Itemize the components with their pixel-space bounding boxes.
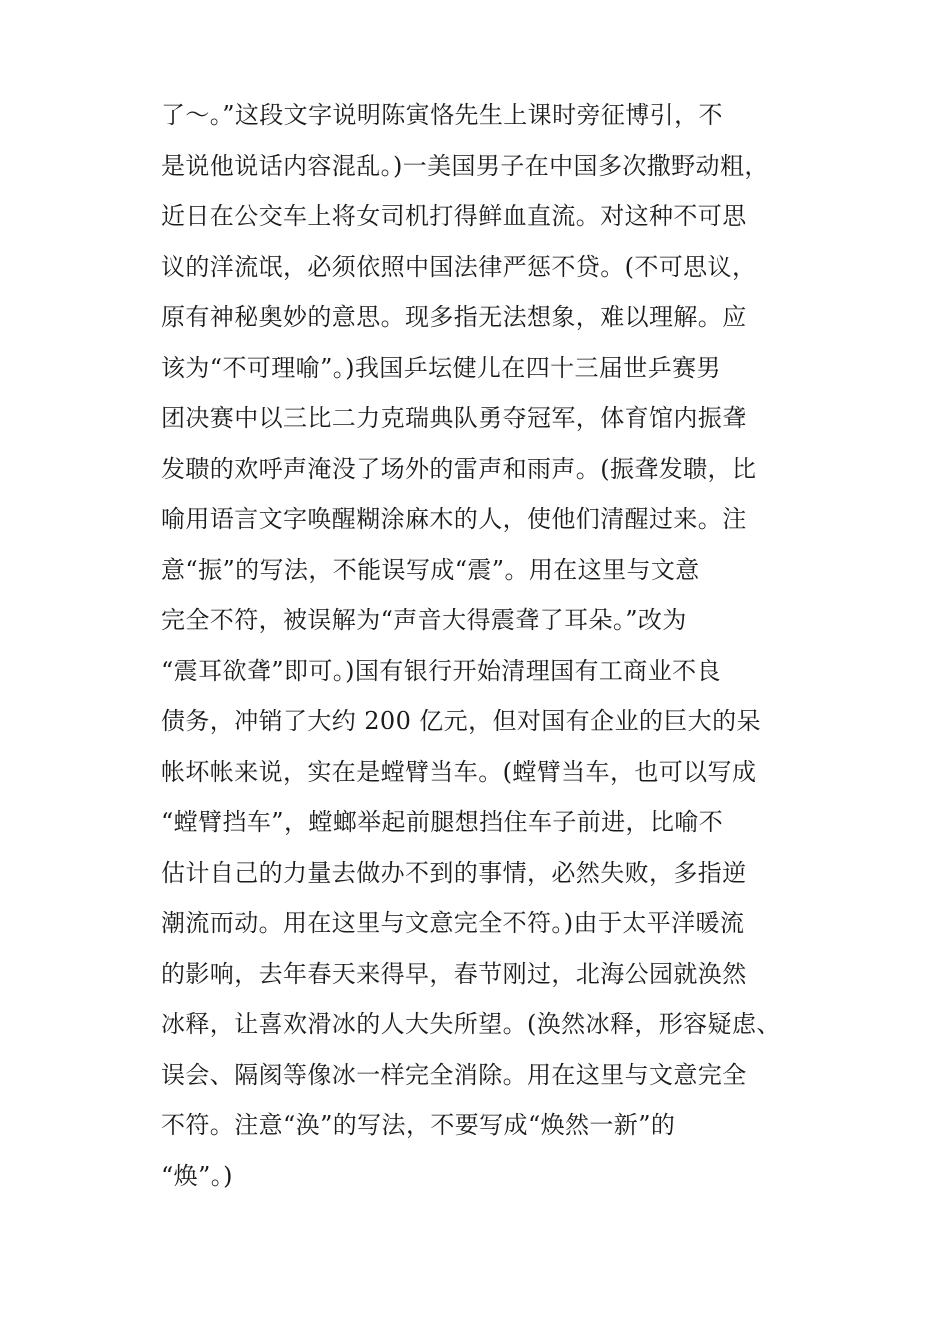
text-line: 近日在公交车上将女司机打得鲜血直流。对这种不可思 [161,202,747,230]
text-line: 了～。”这段文字说明陈寅恪先生上课时旁征博引，不 [161,101,723,129]
text-line: 团决赛中以三比二力克瑞典队勇夺冠军，体育馆内振聋 [161,404,747,432]
text-line: 冰释，让喜欢滑冰的人大失所望。(涣然冰释，形容疑虑、 [161,1010,781,1038]
text-line: 估计自己的力量去做办不到的事情，必然失败，多指逆 [161,858,747,887]
text-line: 误会、隔阂等像冰一样完全消除。用在这里与文意完全 [161,1060,747,1089]
text-line: “焕”。) [161,1161,233,1190]
text-line: 该为“不可理喻”。)我国乒坛健儿在四十三届世乒赛男 [161,353,721,382]
body-text [161,97,821,1208]
text-line: 不符。注意“涣”的写法，不要写成“焕然一新”的 [161,1111,676,1139]
text-line: 议的洋流氓，必须依照中国法律严惩不贷。(不可思议， [161,252,757,281]
text-line: 发聩的欢呼声淹没了场外的雷声和雨声。(振聋发聩，比 [161,454,757,483]
text-line: 喻用语言文字唤醒糊涂麻木的人，使他们清醒过来。注 [161,505,747,533]
text-line: 的影响，去年春天来得早，春节刚过，北海公园就涣然 [161,959,747,988]
text-line: 帐坏帐来说，实在是螳臂当车。(螳臂当车，也可以写成 [161,757,757,786]
text-line: 原有神秘奥妙的意思。现多指无法想象，难以理解。应 [161,303,747,331]
text-line: 完全不符，被误解为“声音大得震聋了耳朵。”改为 [161,606,687,634]
text-line: 潮流而动。用在这里与文意完全不符。)由于太平洋暖流 [161,909,745,937]
text-line: 意“振”的写法，不能误写成“震”。用在这里与文意 [161,555,700,584]
text-line: 债务，冲销了大约 200 亿元，但对国有企业的巨大的呆 [161,707,761,735]
text-line: “震耳欲聋”即可。)国有银行开始清理国有工商业不良 [161,656,721,685]
text-line: 是说他说话内容混乱。)一美国男子在中国多次撒野动粗， [161,151,769,180]
text-line: “螳臂挡车”，螳螂举起前腿想挡住车子前进，比喻不 [161,808,724,836]
